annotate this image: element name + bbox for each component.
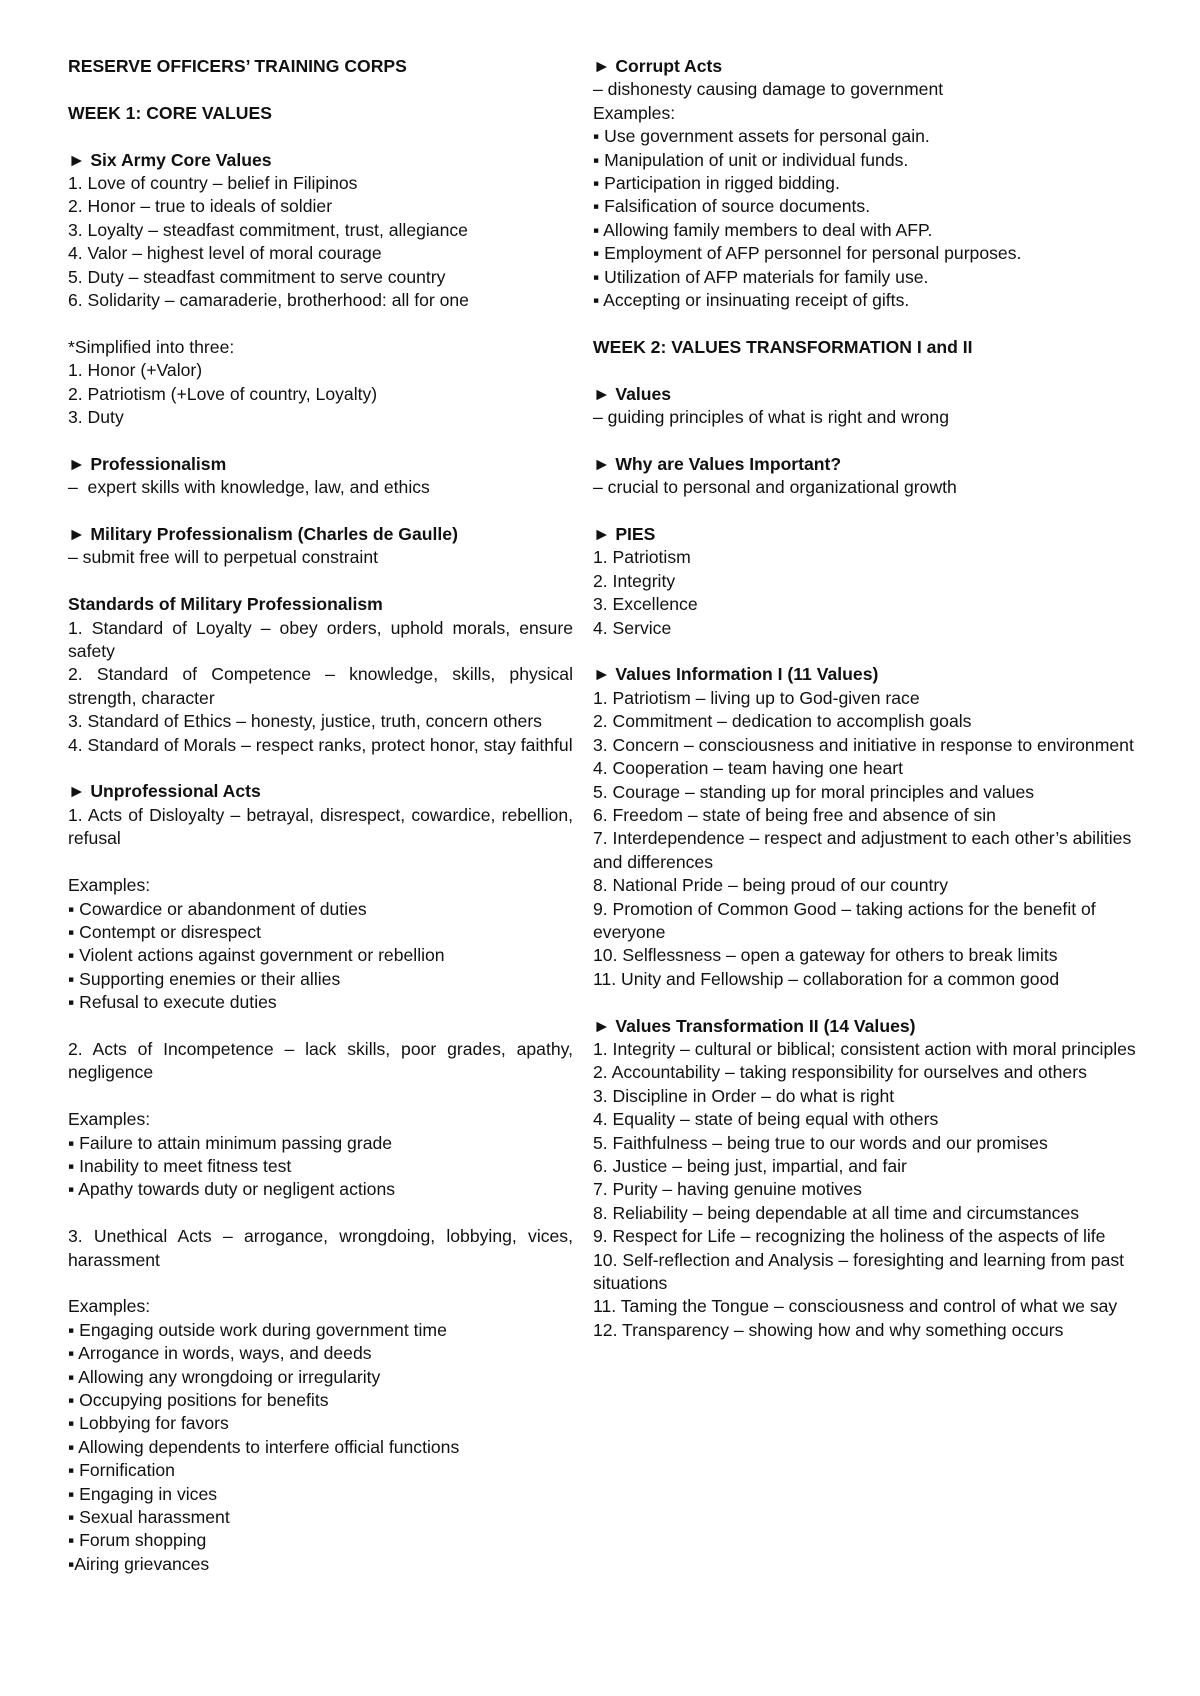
arrow-icon: ► — [593, 524, 616, 545]
list-item: 10. Selflessness – open a gateway for others to break limits — [593, 945, 1058, 966]
corrupt-acts-heading: ► Corrupt Acts — [593, 56, 723, 76]
list-item: 2. Honor – true to ideals of soldier — [68, 196, 333, 217]
list-item: 1. Patriotism — [593, 547, 691, 568]
list-item: ▪ Contempt or disrespect — [68, 921, 262, 942]
list-item: 4. Standard of Morals – respect ranks, protect honor, stay faithful — [68, 734, 573, 755]
list-item: 1. Patriotism – living up to God-given race — [593, 687, 920, 708]
list-item: 6. Freedom – state of being free and absence of sin — [593, 804, 996, 825]
list-item: 9. Promotion of Common Good – taking actions for the benefit of everyone — [593, 898, 1101, 942]
list-item: 8. National Pride – being proud of our country — [593, 875, 949, 896]
list-item: ▪ Violent actions against government or rebellion — [68, 945, 445, 966]
list-item: ▪ Occupying positions for benefits — [68, 1389, 329, 1410]
values-heading: ► Values — [593, 383, 672, 404]
list-item: 1. Love of country – belief in Filipinos — [68, 173, 358, 193]
arrow-icon: ► — [593, 383, 616, 404]
military-professionalism-desc: – submit free will to perpetual constraint — [68, 547, 378, 568]
corrupt-acts-desc: – dishonesty causing damage to government — [593, 79, 944, 100]
why-values-desc: – crucial to personal and organizational growth — [593, 477, 957, 498]
list-item: 2. Accountability – taking responsibility for ourselves and others — [593, 1062, 1087, 1083]
standards-heading: Standards of Military Professionalism — [68, 594, 383, 615]
week1-title: WEEK 1: CORE VALUES — [68, 102, 272, 123]
list-item: 6. Justice – being just, impartial, and fair — [593, 1156, 907, 1176]
list-item: ▪ Participation in rigged bidding. — [593, 173, 840, 194]
arrow-icon: ► — [593, 56, 616, 76]
list-item: ▪ Supporting enemies or their allies — [68, 968, 341, 989]
week2-title: WEEK 2: VALUES TRANSFORMATION I and II — [593, 336, 973, 357]
list-item: ▪ Employment of AFP personnel for personal purposes. — [593, 243, 1022, 264]
list-item: 4. Equality – state of being equal with others — [593, 1109, 939, 1130]
examples-label: Examples: — [68, 875, 151, 896]
list-item: 2. Standard of Competence – knowledge, skills, physical strength, character — [68, 664, 578, 708]
military-professionalism-heading: ► Military Professionalism (Charles de Gaulle) — [68, 524, 458, 545]
list-item: ▪ Fornification — [68, 1460, 175, 1481]
list-item: ▪ Forum shopping — [68, 1530, 207, 1551]
arrow-icon: ► — [593, 453, 616, 474]
list-item: 4. Valor – highest level of moral courage — [68, 243, 382, 264]
list-item: 2. Integrity — [593, 570, 676, 591]
list-item: 3. Excellence — [593, 594, 698, 615]
list-item: 3. Concern – consciousness and initiative in response to environment — [593, 734, 1134, 755]
why-values-heading: ► Why are Values Important? — [593, 453, 842, 474]
list-item: ▪ Failure to attain minimum passing grade — [68, 1132, 393, 1153]
disloyalty-item: 1. Acts of Disloyalty – betrayal, disrespect, cowardice, rebellion, refusal — [68, 804, 578, 849]
six-core-values-heading: ► Six Army Core Values — [68, 149, 272, 170]
list-item: 1. Standard of Loyalty – obey orders, uphold morals, ensure safety — [68, 617, 578, 662]
arrow-icon: ► — [68, 149, 91, 170]
list-item: 9. Respect for Life – recognizing the holiness of the aspects of life — [593, 1226, 1106, 1247]
list-item: ▪ Use government assets for personal gain. — [593, 126, 930, 147]
unethical-item: 3. Unethical Acts – arrogance, wrongdoing, lobbying, vices, harassment — [68, 1226, 578, 1270]
arrow-icon: ► — [68, 453, 91, 474]
list-item: ▪ Arrogance in words, ways, and deeds — [68, 1343, 372, 1364]
arrow-icon: ► — [593, 1015, 616, 1036]
list-item: ▪ Sexual harassment — [68, 1507, 230, 1527]
list-item: 3. Standard of Ethics – honesty, justice, truth, concern others — [68, 711, 542, 732]
list-item: 3. Discipline in Order – do what is right — [593, 1085, 895, 1106]
list-item: ▪ Apathy towards duty or negligent actions — [68, 1179, 396, 1200]
list-item: 11. Taming the Tongue – consciousness and control of what we say — [593, 1296, 1118, 1317]
values-information-heading: ► Values Information I (11 Values) — [593, 664, 879, 685]
arrow-icon: ► — [68, 524, 91, 545]
professionalism-desc: – expert skills with knowledge, law, and ethics — [68, 477, 430, 498]
document-title: RESERVE OFFICERS’ TRAINING CORPS — [68, 56, 407, 76]
list-item: 2. Commitment – dedication to accomplish goals — [593, 711, 972, 732]
simplified-intro: *Simplified into three: — [68, 336, 235, 357]
unprofessional-acts-heading: ► Unprofessional Acts — [68, 781, 261, 802]
list-item: 4. Cooperation – team having one heart — [593, 758, 904, 779]
list-item: 7. Interdependence – respect and adjustment to each other’s abilities and differences — [593, 828, 1137, 872]
values-transformation-heading: ► Values Transformation II (14 Values) — [593, 1015, 916, 1036]
arrow-icon: ► — [593, 664, 616, 685]
list-item: 5. Faithfulness – being true to our words and our promises — [593, 1132, 1048, 1153]
list-item: 3. Duty — [68, 407, 124, 428]
examples-label: Examples: — [593, 102, 676, 123]
list-item: 7. Purity – having genuine motives — [593, 1179, 862, 1200]
left-column — [68, 55, 578, 1576]
list-item: ▪ Utilization of AFP materials for family use. — [593, 266, 929, 287]
list-item: 1. Honor (+Valor) — [68, 360, 203, 381]
list-item: ▪ Manipulation of unit or individual funds. — [593, 149, 909, 170]
list-item: 11. Unity and Fellowship – collaboration for a common good — [593, 968, 1060, 989]
list-item: 10. Self-reflection and Analysis – foresighting and learning from past situations — [593, 1249, 1129, 1294]
list-item: ▪ Accepting or insinuating receipt of gifts. — [593, 290, 910, 311]
list-item: 5. Duty – steadfast commitment to serve country — [68, 266, 446, 287]
list-item: 4. Service — [593, 617, 672, 638]
list-item: ▪ Lobbying for favors — [68, 1413, 229, 1434]
list-item: 3. Loyalty – steadfast commitment, trust, allegiance — [68, 219, 468, 240]
examples-label: Examples: — [68, 1109, 151, 1130]
list-item: 2. Patriotism (+Love of country, Loyalty) — [68, 383, 378, 404]
values-desc: – guiding principles of what is right and wrong — [593, 407, 949, 428]
incompetence-item: 2. Acts of Incompetence – lack skills, poor grades, apathy, negligence — [68, 1038, 578, 1083]
pies-heading: ► PIES — [593, 524, 656, 545]
examples-label: Examples: — [68, 1296, 151, 1317]
list-item: ▪Airing grievances — [68, 1553, 210, 1574]
list-item: 5. Courage – standing up for moral principles and values — [593, 781, 1035, 802]
list-item: 1. Integrity – cultural or biblical; consistent action with moral principles — [593, 1038, 1136, 1059]
list-item: ▪ Engaging outside work during government time — [68, 1319, 447, 1340]
list-item: ▪ Allowing any wrongdoing or irregularity — [68, 1366, 381, 1387]
list-item: 12. Transparency – showing how and why something occurs — [593, 1319, 1064, 1340]
arrow-icon: ► — [68, 781, 91, 802]
professionalism-heading: ► Professionalism — [68, 453, 227, 474]
list-item: ▪ Falsification of source documents. — [593, 196, 871, 217]
list-item: 6. Solidarity – camaraderie, brotherhood: all for one — [68, 290, 469, 311]
list-item: 8. Reliability – being dependable at all time and circumstances — [593, 1202, 1080, 1223]
list-item: ▪ Allowing family members to deal with AFP. — [593, 219, 933, 240]
right-column — [593, 55, 1138, 1342]
list-item: ▪ Cowardice or abandonment of duties — [68, 898, 367, 919]
list-item: ▪ Engaging in vices — [68, 1483, 218, 1504]
list-item: ▪ Refusal to execute duties — [68, 992, 277, 1013]
list-item: ▪ Allowing dependents to interfere official functions — [68, 1436, 460, 1457]
list-item: ▪ Inability to meet fitness test — [68, 1155, 292, 1176]
